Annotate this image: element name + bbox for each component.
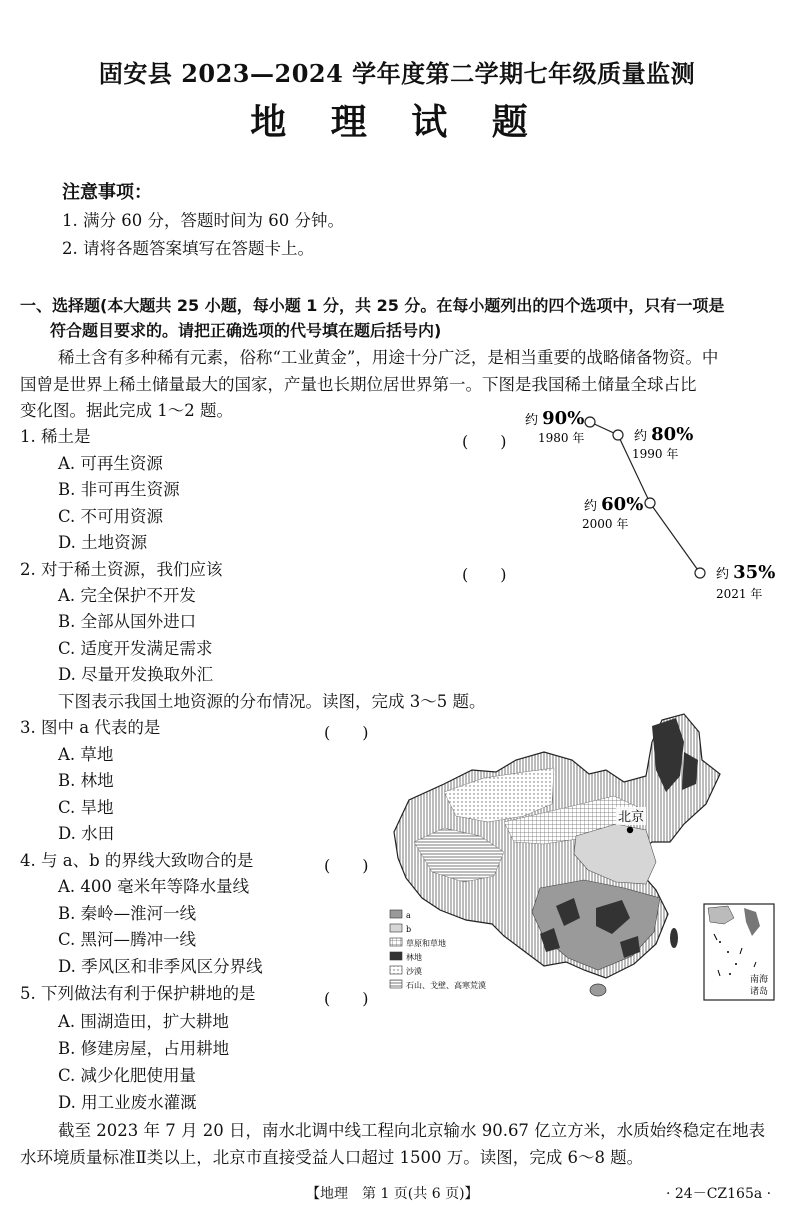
share-value-label: 约 80% [634, 424, 694, 445]
answer-paren: ( ) [462, 565, 507, 584]
passage-line: 水环境质量标准Ⅱ类以上，北京市直接受益人口超过 1500 万。读图，完成 6～8 题。 [20, 1148, 644, 1167]
page-info: 【地理 第 1 页(共 6 页)】 [306, 1186, 479, 1202]
page-code: · 24－CZ165a · [666, 1186, 772, 1202]
exam-title: 固安县 2023—2024 学年度第二学期七年级质量监测 [98, 59, 696, 88]
beijing-marker [627, 827, 633, 833]
question-1-stem: 1. 稀土是 [20, 427, 91, 446]
answer-paren: ( ) [324, 723, 369, 742]
taiwan-island [670, 928, 678, 948]
option: C. 减少化肥使用量 [58, 1066, 197, 1085]
section-heading: 一、选择题(本大题共 25 小题，每小题 1 分，共 25 分。在每小题列出的四个选项中，只有一项是 [20, 296, 725, 315]
share-point [613, 430, 623, 440]
question-2-stem: 2. 对于稀土资源，我们应该 [20, 560, 223, 579]
question-3-stem: 3. 图中 a 代表的是 [20, 718, 161, 737]
section-heading-cont: 符合题目要求的。请把正确选项的代号填在题后括号内) [50, 321, 442, 340]
passage-line: 下图表示我国土地资源的分布情况。读图，完成 3～5 题。 [58, 692, 486, 711]
share-value-label: 约 90% [525, 408, 585, 429]
legend-label: b [406, 925, 412, 934]
legend-label: 草原和草地 [406, 939, 446, 948]
inset-label: 南海 [750, 975, 769, 985]
share-point [645, 498, 655, 508]
option: A. 完全保护不开发 [58, 586, 196, 605]
passage-line: 截至 2023 年 7 月 20 日，南水北调中线工程向北京输水 90.67 亿立方米，水质始终稳定在地表 [58, 1121, 766, 1140]
china-land-resources-map [384, 712, 784, 1006]
year-label: 1990 年 [632, 447, 679, 461]
legend-label: a [406, 911, 411, 920]
option: A. 可再生资源 [58, 454, 163, 473]
answer-paren: ( ) [462, 432, 507, 451]
share-value-label: 约 35% [716, 562, 776, 583]
passage-line: 稀土含有多种稀有元素，俗称“工业黄金”，用途十分广泛，是相当重要的战略储备物资。中 [58, 348, 719, 367]
share-point [695, 568, 705, 578]
question-5-stem: 5. 下列做法有利于保护耕地的是 [20, 984, 256, 1003]
option: C. 旱地 [58, 798, 114, 817]
year-label: 1980 年 [538, 431, 585, 445]
notice-item: 2. 请将各题答案填写在答题卡上。 [62, 239, 314, 258]
inset-label: 诸岛 [750, 987, 769, 997]
option: B. 林地 [58, 771, 114, 790]
passage-line: 变化图。据此完成 1～2 题。 [20, 401, 233, 420]
hainan-island [590, 984, 606, 996]
year-label: 2021 年 [716, 587, 763, 601]
passage-line: 国曾是世界上稀土储量最大的国家，产量也长期位居世界第一。下图是我国稀土储量全球占比 [20, 375, 697, 394]
option: B. 非可再生资源 [58, 480, 180, 499]
option: A. 草地 [58, 745, 114, 764]
option: C. 不可用资源 [58, 507, 164, 526]
option: B. 秦岭—淮河一线 [58, 904, 197, 923]
legend-label: 石山、戈壁、高寒荒漠 [406, 981, 486, 990]
option: D. 土地资源 [58, 533, 148, 552]
legend-label: 沙漠 [406, 967, 422, 976]
year-label: 2000 年 [582, 517, 629, 531]
option: C. 黑河—腾冲一线 [58, 930, 197, 949]
option: C. 适度开发满足需求 [58, 639, 213, 658]
answer-paren: ( ) [324, 856, 369, 875]
option: D. 季风区和非季风区分界线 [58, 957, 263, 976]
beijing-label: 北京 [618, 810, 645, 825]
map-legend [390, 910, 486, 990]
answer-paren: ( ) [324, 989, 369, 1008]
share-point [585, 417, 595, 427]
notice-item: 1. 满分 60 分，答题时间为 60 分钟。 [62, 211, 344, 230]
notice-heading: 注意事项： [62, 182, 152, 203]
share-value-label: 约 60% [584, 494, 644, 515]
option: D. 尽量开发换取外汇 [58, 665, 214, 684]
legend-label: 林地 [406, 953, 422, 962]
option: D. 水田 [58, 824, 115, 843]
option: A. 400 毫米年等降水量线 [58, 877, 250, 896]
option: B. 全部从国外进口 [58, 612, 197, 631]
rare-earth-share-chart [520, 398, 790, 603]
option: D. 用工业废水灌溉 [58, 1093, 197, 1112]
south-china-sea-inset [704, 904, 774, 1000]
subject-title: 地 理 试 题 [250, 101, 544, 143]
question-4-stem: 4. 与 a、b 的界线大致吻合的是 [20, 851, 254, 870]
option: A. 围湖造田，扩大耕地 [58, 1012, 229, 1031]
option: B. 修建房屋，占用耕地 [58, 1039, 230, 1058]
